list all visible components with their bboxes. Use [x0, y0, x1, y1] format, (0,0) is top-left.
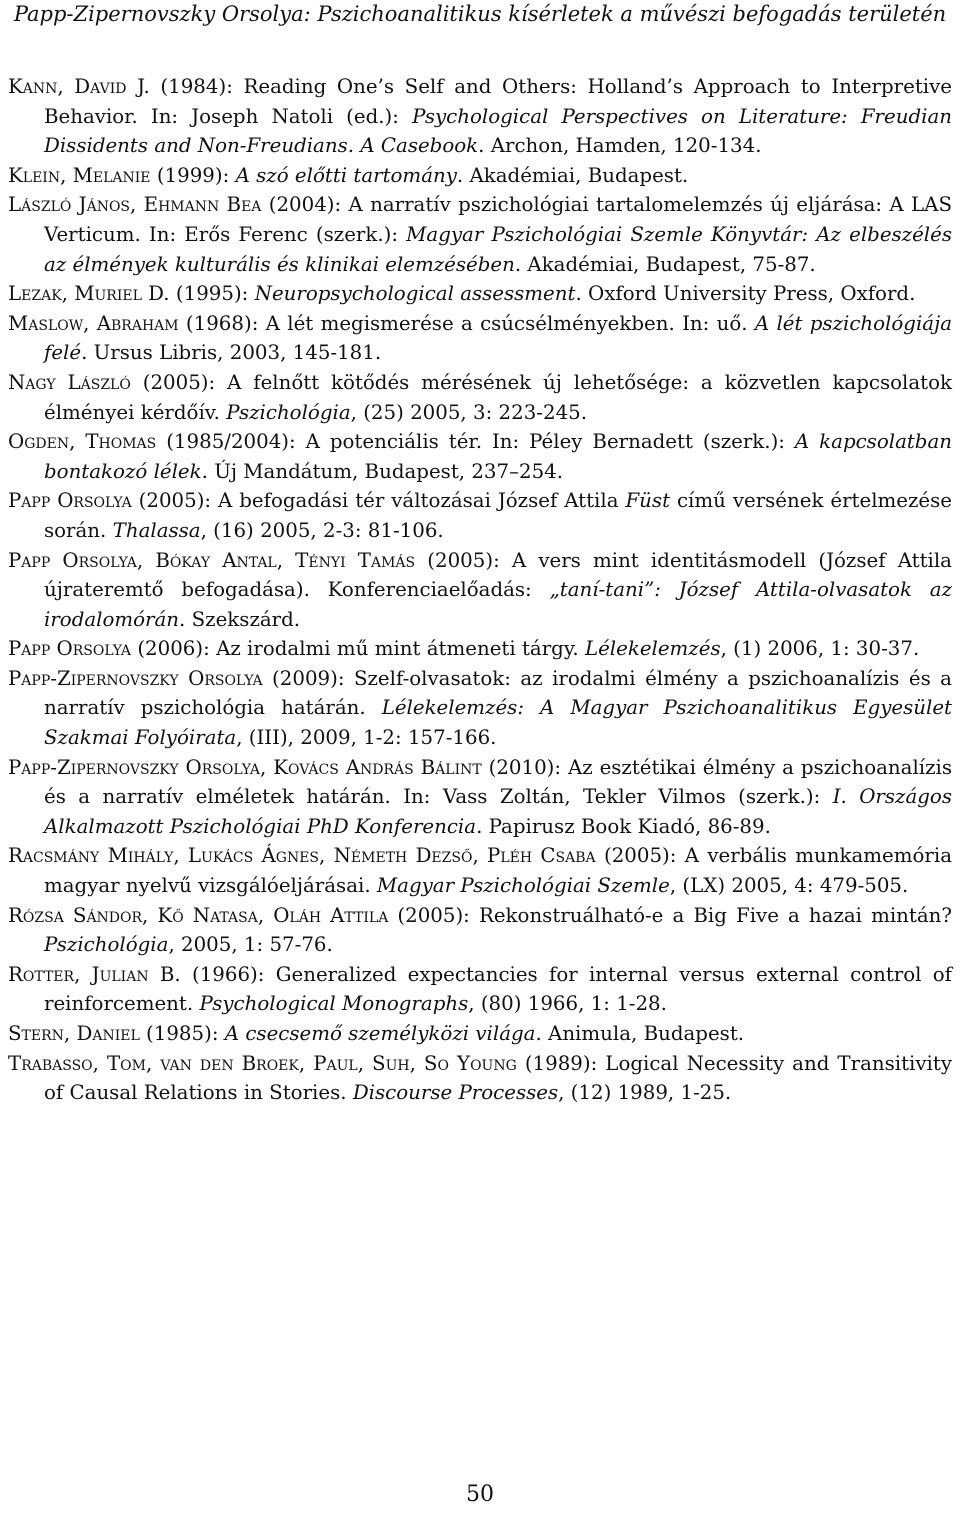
reference-author: Racsmány Mihály, Lukács Ágnes, Németh Dezső, Pléh Csaba: [8, 844, 596, 868]
reference-title: Pszichológia: [226, 400, 351, 424]
reference-author: Papp-Zipernovszky Orsolya, Kovács András Bálint: [8, 755, 482, 779]
reference-title: Pszichológia: [44, 933, 169, 957]
reference-text: (1985/2004): A potenciális tér. In: Péley Bernadett (szerk.):: [156, 430, 795, 454]
reference-text: (2005): Rekonstruálható-e a Big Five a hazai mintán?: [388, 903, 952, 927]
reference-text: . Akadémiai, Budapest, 75-87.: [514, 252, 816, 276]
reference-entry: [8, 279, 952, 309]
reference-author: Nagy László: [8, 370, 131, 394]
reference-text: (2005): A felnőtt kötődés mérésének új lehetősége: a közvetlen kapcsolatok élményei kérdőív.: [44, 370, 952, 424]
reference-author: Klein, Melanie: [8, 163, 151, 187]
reference-author: Kann, David J.: [8, 75, 150, 98]
reference-author: Rotter, Julian B.: [8, 962, 181, 986]
reference-text: (1989): Logical Necessity and Transitivity of Causal Relations in Stories.: [44, 1051, 952, 1105]
reference-text: . Akadémiai, Budapest.: [456, 163, 689, 187]
reference-text: című versének értelmezése során.: [44, 489, 952, 542]
reference-title: I. Országos Alkalmazott Pszichológiai PhD Konferencia: [44, 785, 952, 838]
reference-entry: [8, 309, 952, 368]
reference-title: A lét pszichológiája felé: [44, 311, 953, 365]
reference-author: Stern, Daniel: [8, 1022, 140, 1045]
reference-title: „taní-tani”: József Attila-olvasatok az irodalomórán: [44, 578, 953, 631]
reference-text: (1985):: [139, 1022, 225, 1045]
reference-title: A kapcsolatban bontakozó lélek: [44, 430, 953, 483]
reference-title: Magyar Pszichológiai Szemle Könyvtár: Az elbeszélés az élmények kulturális és klinikai elemzésében: [44, 222, 952, 276]
reference-entry: [8, 1019, 952, 1049]
reference-text: (2005): A vers mint identitásmodell (József Attila újrateremtő befogadása). Konferenciaelőadás:: [44, 548, 952, 602]
reference-text: (2010): Az esztétikai élmény a pszichoanalízis és a narratív elméletek határán. In: Vass Zoltán, Tekler Vilmos (szerk.):: [44, 755, 952, 809]
reference-entry: [8, 546, 952, 635]
reference-entry: [8, 72, 952, 161]
reference-title: Psychological Monographs: [199, 992, 469, 1016]
reference-text: , 2005, 1: 57-76.: [168, 933, 333, 957]
reference-title: Lélekelemzés: A Magyar Pszichoanalitikus Egyesület Szakmai Folyóirata: [44, 696, 952, 750]
reference-text: (1966): Generalized expectancies for internal versus external control of reinforcement.: [44, 962, 952, 1016]
reference-entry: [8, 753, 952, 842]
reference-text: . Oxford University Press, Oxford.: [575, 282, 916, 306]
reference-author: Trabasso, Tom, van den Broek, Paul, Suh, So Young: [8, 1051, 517, 1075]
reference-entry: [8, 1049, 952, 1108]
reference-author: Ogden, Thomas: [8, 430, 157, 454]
reference-text: . Animula, Budapest.: [535, 1022, 745, 1045]
reference-text: , (16) 2005, 2-3: 81-106.: [200, 518, 444, 542]
reference-author: Rózsa Sándor, Kő Natasa, Oláh Attila: [8, 903, 389, 927]
reference-entry: [8, 901, 952, 960]
reference-text: (1984): Reading One’s Self and Others: Holland’s Approach to Interpretive Behavior. In: Joseph Natoli (ed.):: [44, 75, 952, 128]
reference-title: Psychological Perspectives on Literature: Freudian Dissidents and Non-Freudians. A Casebook: [44, 104, 952, 158]
reference-text: , (80) 1966, 1: 1-28.: [468, 992, 667, 1016]
reference-author: László János, Ehmann Bea: [8, 193, 262, 217]
reference-entry: [8, 960, 952, 1019]
reference-text: , (25) 2005, 3: 223-245.: [350, 400, 588, 424]
reference-text: . Papirusz Book Kiadó, 86-89.: [476, 814, 771, 838]
reference-title: Thalassa: [112, 518, 201, 542]
reference-text: (2004): A narratív pszichológiai tartalomelemzés új eljárása: A LAS Verticum. In: Erős Ferenc (szerk.):: [44, 193, 952, 246]
reference-author: Papp-Zipernovszky Orsolya: [8, 666, 263, 690]
reference-text: , (III), 2009, 1-2: 157-166.: [236, 726, 497, 750]
reference-text: , (1) 2006, 1: 30-37.: [720, 637, 920, 661]
reference-list: [8, 72, 952, 1108]
page-number: 50: [466, 1482, 494, 1507]
reference-text: . Ursus Libris, 2003, 145-181.: [81, 341, 382, 365]
reference-title: Magyar Pszichológiai Szemle: [376, 874, 670, 898]
reference-entry: [8, 427, 952, 486]
reference-author: Maslow, Abraham: [8, 311, 179, 335]
reference-text: (1999):: [150, 163, 236, 187]
reference-text: (2005): A verbális munkamemória magyar nyelvű vizsgálóeljárásai.: [44, 844, 952, 898]
reference-entry: [8, 841, 952, 900]
reference-author: Papp Orsolya: [8, 489, 132, 513]
reference-entry: [8, 161, 952, 191]
reference-author: Papp Orsolya, Bókay Antal, Tényi Tamás: [8, 548, 416, 572]
reference-title: Neuropsychological assessment: [254, 282, 576, 306]
reference-text: , (LX) 2005, 4: 479-505.: [669, 874, 909, 898]
reference-entry: [8, 190, 952, 279]
reference-entry: [8, 368, 952, 427]
reference-title: Discourse Processes: [352, 1081, 559, 1105]
reference-text: (2006): Az irodalmi mű mint átmeneti tárgy.: [131, 637, 585, 661]
reference-text: , (12) 1989, 1-25.: [558, 1081, 732, 1105]
reference-title: Lélekelemzés: [584, 637, 721, 661]
reference-title: A csecsemő személyközi világa: [224, 1022, 536, 1045]
reference-author: Papp Orsolya: [8, 637, 132, 661]
reference-text: (2005): A befogadási tér változásai József Attila: [131, 489, 626, 513]
reference-entry: [8, 486, 952, 545]
reference-text: (1995):: [169, 282, 255, 306]
reference-text: (1968): A lét megismerése a csúcsélményekben. In: uő.: [178, 311, 755, 335]
reference-author: Lezak, Muriel D.: [8, 282, 170, 306]
reference-title: Füst: [625, 489, 671, 513]
reference-text: . Archon, Hamden, 120-134.: [478, 134, 762, 158]
reference-text: . Szekszárd.: [179, 607, 301, 631]
running-head: Papp-Zipernovszky Orsolya: Pszichoanalitikus kísérletek a művészi befogadás területén: [13, 2, 947, 26]
reference-text: . Új Mandátum, Budapest, 237–254.: [201, 459, 564, 483]
reference-text: (2009): Szelf-olvasatok: az irodalmi élmény a pszichoanalízis és a narratív pszichológia határán.: [44, 666, 952, 720]
reference-entry: [8, 664, 952, 753]
reference-title: A szó előtti tartomány: [235, 163, 457, 187]
reference-entry: [8, 634, 952, 664]
